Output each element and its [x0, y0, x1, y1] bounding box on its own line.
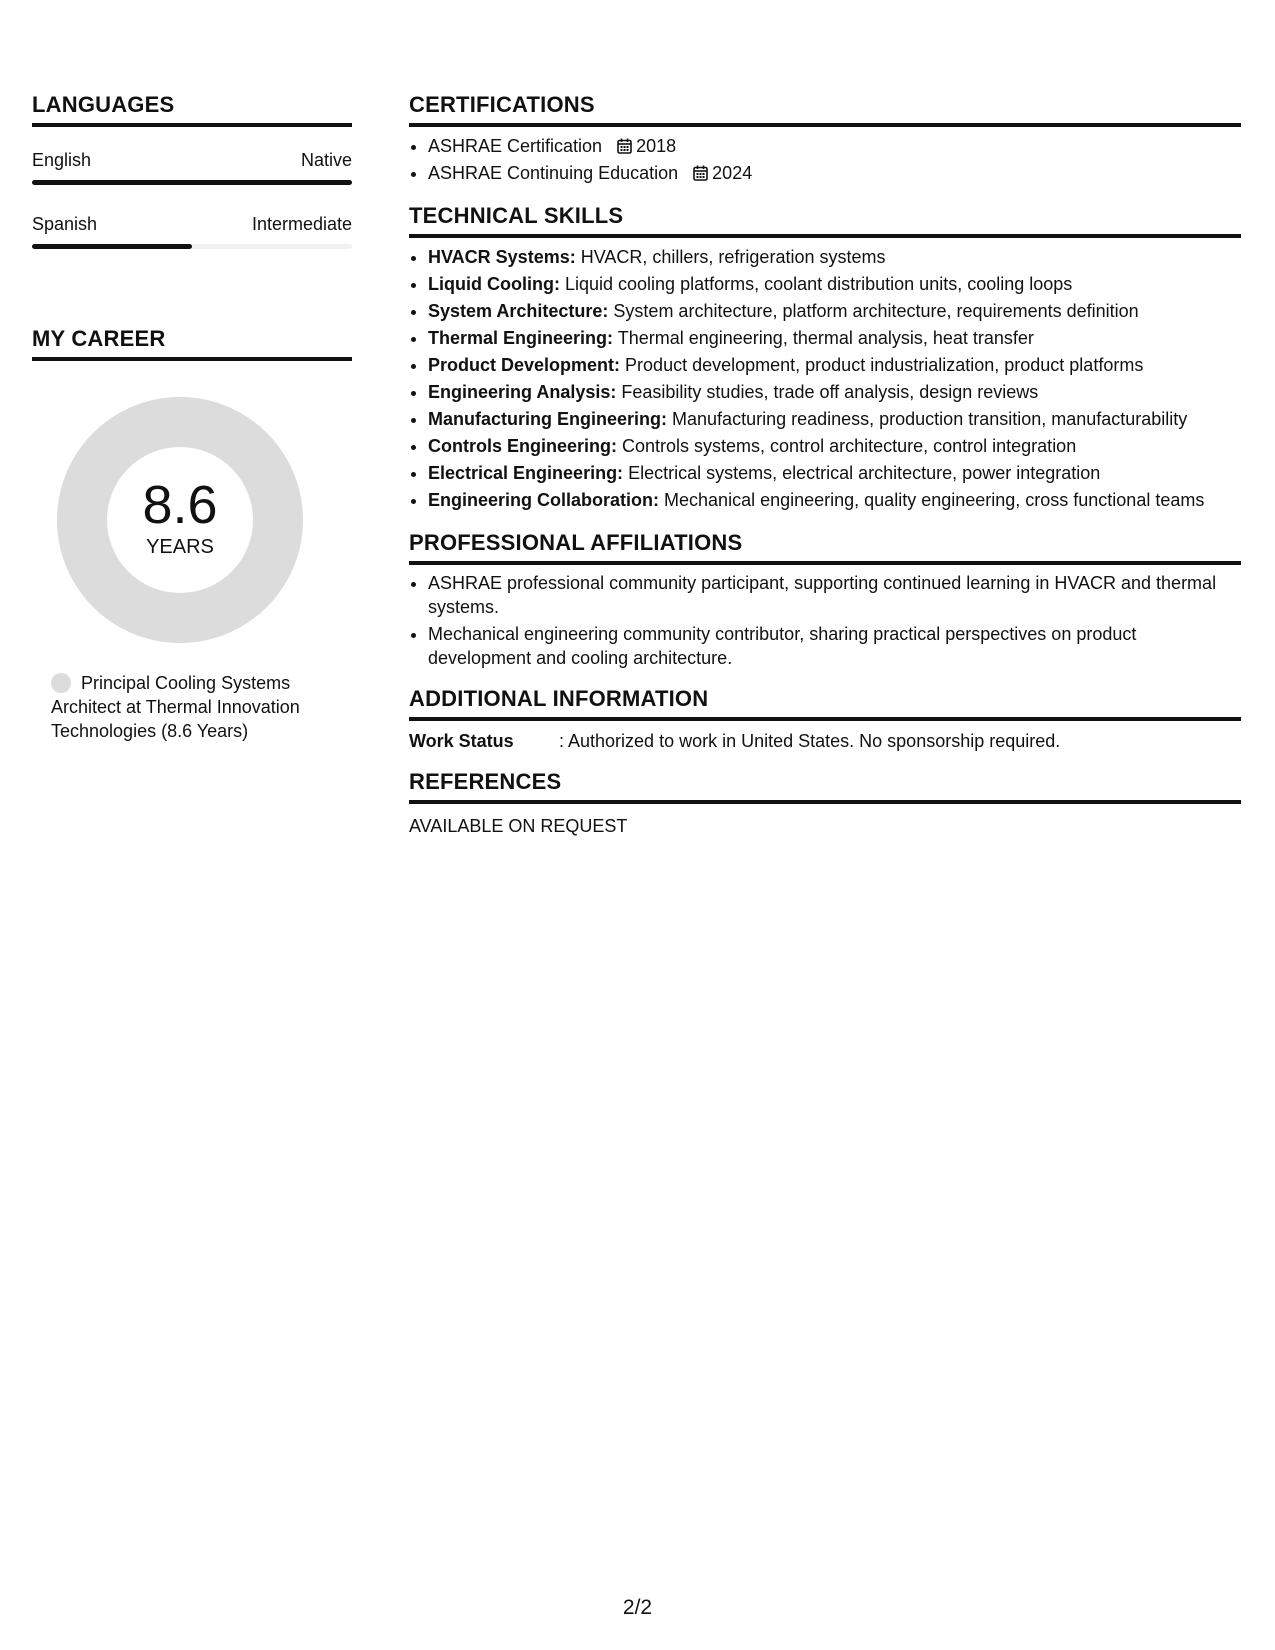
language-level: Intermediate [251, 214, 352, 234]
legend-dot-icon [51, 673, 71, 693]
skill-category: System Architecture: [428, 301, 609, 321]
left-column [32, 92, 352, 743]
technical-skill-item [428, 244, 1241, 271]
certifications-section [409, 92, 1241, 187]
skill-detail: HVACR, chillers, refrigeration systems [580, 247, 886, 267]
technical-skill-item [428, 271, 1241, 298]
donut-center-label [57, 397, 303, 643]
technical-skill-item [428, 379, 1241, 406]
affiliation-item: • Mechanical engineering community contributor, sharing practical perspectives on product development and cooling architecture. [428, 622, 1241, 670]
language-level: Native [300, 150, 352, 170]
work-status-label: Work Status [409, 731, 514, 751]
additional-info-heading: ADDITIONAL INFORMATION [409, 686, 1241, 721]
skill-detail: Mechanical engineering, quality engineering, cross functional teams [664, 490, 1205, 510]
skill-detail: System architecture, platform architecture, requirements definition [613, 301, 1139, 321]
certification-name: ASHRAE Continuing Education [428, 163, 679, 183]
skill-category: HVACR Systems: [428, 247, 576, 267]
language-row-spanish [32, 213, 352, 235]
additional-info-section [409, 686, 1241, 753]
technical-skill-item [428, 325, 1241, 352]
technical-skill-item [428, 352, 1241, 379]
affiliations-heading: PROFESSIONAL AFFILIATIONS [409, 530, 1241, 565]
skill-detail: Thermal engineering, thermal analysis, heat transfer [617, 328, 1034, 348]
technical-skills-heading: TECHNICAL SKILLS [409, 203, 1241, 238]
affiliations-list [409, 571, 1241, 670]
skill-detail: Controls systems, control architecture, control integration [622, 436, 1077, 456]
skill-detail: Manufacturing readiness, production transition, manufacturability [672, 409, 1188, 429]
skill-detail: Feasibility studies, trade off analysis, design reviews [621, 382, 1039, 402]
career-total-unit: YEARS [146, 536, 214, 558]
references-section [409, 769, 1241, 838]
languages-section [32, 92, 352, 249]
affiliations-section [409, 530, 1241, 670]
skill-category: Manufacturing Engineering: [428, 409, 668, 429]
career-legend-text: Principal Cooling Systems Architect at Thermal Innovation Technologies (8.6 Years) [51, 673, 300, 741]
skill-category: Engineering Analysis: [428, 382, 617, 402]
work-status-value: : Authorized to work in United States. No sponsorship required. [559, 731, 1061, 751]
technical-skill-item [428, 433, 1241, 460]
certification-name: ASHRAE Certification [428, 136, 603, 156]
technical-skills-section [409, 203, 1241, 514]
references-text: AVAILABLE ON REQUEST [409, 816, 628, 836]
calendar-icon [617, 138, 632, 154]
skill-detail: Liquid cooling platforms, coolant distribution units, cooling loops [564, 274, 1073, 294]
technical-skill-item [428, 406, 1241, 433]
career-section [32, 326, 352, 743]
career-legend-item [51, 671, 331, 743]
skill-category: Thermal Engineering: [428, 328, 614, 348]
skill-category: Product Development: [428, 355, 621, 375]
language-row-english [32, 149, 352, 171]
language-name: English [32, 150, 92, 170]
certifications-heading: CERTIFICATIONS [409, 92, 1241, 127]
language-proficiency-fill [32, 180, 352, 185]
calendar-icon [693, 165, 708, 181]
technical-skill-item [428, 298, 1241, 325]
technical-skills-list [409, 244, 1241, 514]
technical-skill-item [428, 487, 1241, 514]
skill-category: Engineering Collaboration: [428, 490, 660, 510]
language-proficiency-bar [32, 180, 352, 185]
right-column [409, 92, 1241, 838]
page-number: 2/2 [622, 1596, 653, 1619]
affiliation-item: • ASHRAE professional community participant, supporting continued learning in HVACR and thermal systems. [428, 571, 1241, 619]
skill-category: Controls Engineering: [428, 436, 617, 456]
career-heading: MY CAREER [32, 326, 352, 361]
language-proficiency-bar [32, 244, 352, 249]
skill-detail: Product development, product industrialization, product platforms [625, 355, 1144, 375]
languages-heading: LANGUAGES [32, 92, 352, 127]
work-status-row [409, 729, 1241, 753]
certification-item [428, 133, 1241, 160]
certification-year: 2024 [712, 163, 753, 183]
skill-detail: Electrical systems, electrical architecture, power integration [628, 463, 1101, 483]
skill-category: Liquid Cooling: [428, 274, 560, 294]
certifications-list [409, 133, 1241, 187]
certification-item [428, 160, 1241, 187]
language-name: Spanish [32, 214, 98, 234]
references-heading: REFERENCES [409, 769, 1241, 804]
career-total-value: 8.6 [142, 475, 218, 535]
technical-skill-item [428, 460, 1241, 487]
certification-year: 2018 [636, 136, 677, 156]
career-donut-chart [57, 397, 303, 643]
skill-category: Electrical Engineering: [428, 463, 624, 483]
language-proficiency-fill [32, 244, 192, 249]
